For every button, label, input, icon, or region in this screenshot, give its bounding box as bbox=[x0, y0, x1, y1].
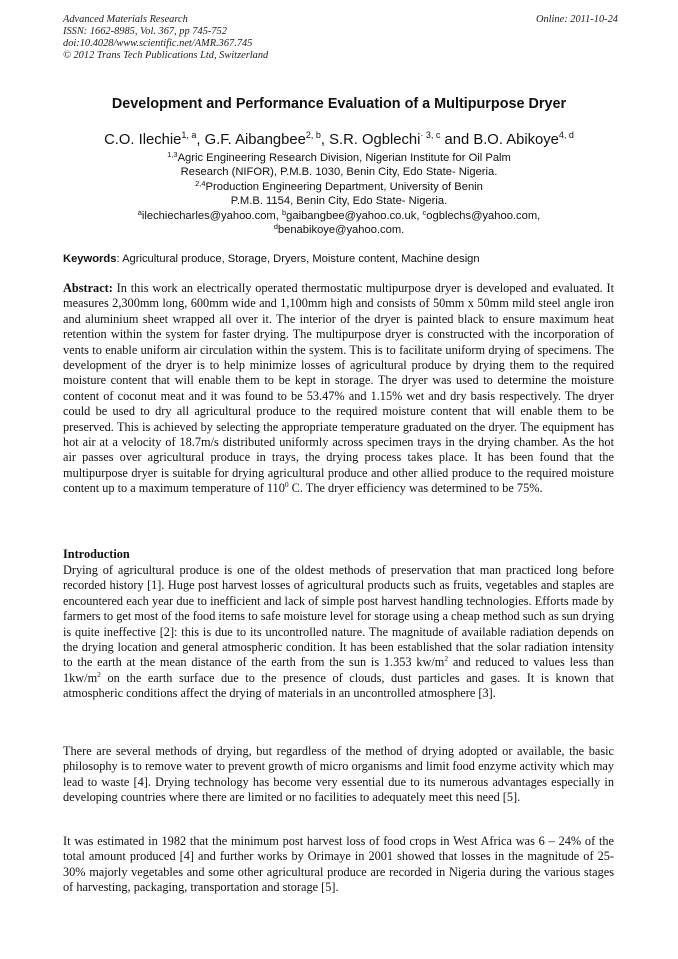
email-address: ilechiecharles@yahoo.com, bbox=[141, 209, 282, 222]
affiliation-text: Agric Engineering Research Division, Nigerian Institute for Oil Palm bbox=[177, 152, 511, 164]
paragraph-text: Drying of agricultural produce is one of the oldest methods of preservation that man practiced long before recorded history [1]. Huge post harvest losses of agricultural products such as fruits, vegetables and staples are encountered each year due to inefficient and lack of simple post harvest handling technologies. Efforts made by farmers to get most of the food items to safe moisture level for storage using a cheap method such as sun drying is quite ineffective [2]: this is due to its uncontrolled nature. The magnitude of available radiation depends on the drying location and general atmospheric condition. It has been established that the solar radiation intensity to the earth at the mean distance of the earth from the sun is 1.353 kw/m bbox=[63, 563, 614, 670]
affiliation-mark: 1,3 bbox=[167, 150, 178, 159]
paper-title: Development and Performance Evaluation of a Multipurpose Dryer bbox=[111, 96, 567, 112]
author-affil-mark: 4, d bbox=[558, 130, 574, 140]
author-name: S.R. Ogblechi bbox=[329, 132, 421, 148]
intro-paragraph-1 bbox=[63, 563, 614, 702]
affiliation-line: Research (NIFOR), P.M.B. 1030, Benin City, Edo State- Nigeria. bbox=[180, 166, 498, 179]
intro-paragraph-2 bbox=[63, 744, 614, 806]
author-separator: , bbox=[320, 132, 330, 148]
degree-superscript: 0 bbox=[284, 480, 289, 490]
section-heading: Introduction bbox=[63, 547, 130, 561]
affiliation-line: P.M.B. 1154, Benin City, Edo State- Nigeria. bbox=[230, 195, 448, 208]
email-address: ogblechs@yahoo.com, bbox=[426, 209, 541, 222]
affiliation-text: Production Engineering Department, University of Benin bbox=[205, 180, 483, 193]
author-name: C.O. Ilechie bbox=[104, 132, 182, 148]
affiliation-line bbox=[40, 180, 638, 194]
journal-header bbox=[63, 14, 618, 62]
author-affil-mark: 1, a bbox=[181, 130, 197, 140]
paragraph: There are several methods of drying, but regardless of the method of drying adopted or available, the basic philosophy is to remove water to prevent growth of micro organisms and limit food enzyme activity which may lead to waste [4]. Drying technology has become very essential due to its numerous advantages especially in developing countries where there are limited or no facilities to adequately meet this need [5]. bbox=[63, 744, 614, 805]
journal-name: Advanced Materials Research bbox=[63, 14, 188, 25]
unit-superscript: 2 bbox=[444, 654, 449, 664]
email-mark: c bbox=[422, 207, 427, 217]
affiliation-mark: 2,4 bbox=[195, 178, 206, 188]
email-line bbox=[40, 223, 638, 237]
unit-superscript: 2 bbox=[97, 669, 101, 679]
online-date: Online: 2011-10-24 bbox=[535, 14, 618, 25]
author-name: G.F. Aibangbee bbox=[204, 132, 306, 148]
keywords-label: Keywords bbox=[63, 253, 117, 265]
email-address: gaibangbee@yahoo.co.uk, bbox=[286, 209, 423, 222]
paragraph bbox=[63, 563, 614, 702]
keywords-text: : Agricultural produce, Storage, Dryers, Moisture content, Machine design bbox=[116, 253, 480, 265]
email-mark: a bbox=[137, 207, 142, 217]
abstract-text: C. The dryer efficiency was determined to be 75%. bbox=[288, 481, 543, 496]
abstract bbox=[63, 281, 614, 497]
author-list bbox=[20, 132, 658, 148]
email-mark: d bbox=[273, 222, 278, 232]
keywords bbox=[63, 253, 623, 265]
paragraph-text: on the earth surface due to the presence of clouds, dust particles and gases. It is known that atmospheric conditions affect the drying of materials in an uncontrolled atmosphere [3]. bbox=[63, 670, 614, 701]
journal-copyright: © 2012 Trans Tech Publications Ltd, Switzerland bbox=[63, 50, 269, 61]
email-address: benabikoye@yahoo.com. bbox=[277, 224, 405, 237]
email-line bbox=[40, 209, 638, 223]
abstract-paragraph bbox=[63, 281, 614, 497]
author-affil-mark: 2, b bbox=[305, 130, 321, 140]
paragraph: It was estimated in 1982 that the minimum post harvest loss of food crops in West Africa was 6 – 24% of the total amount produced [4] and further works by Orimaye in 2001 showed that losses in the magnitude of 25-30% majorly vegetables and some other agricultural produce are recorded in Nigeria during the various stages of harvesting, packaging, transportation and storage [5]. bbox=[63, 834, 614, 895]
journal-issn: ISSN: 1662-8985, Vol. 367, pp 745-752 bbox=[63, 26, 227, 37]
paragraph-text: and reduced to values less than 1kw/m bbox=[63, 655, 614, 685]
abstract-label: Abstract: bbox=[63, 281, 113, 295]
author-separator: , bbox=[196, 132, 205, 148]
author-separator: and bbox=[440, 132, 474, 148]
author-name: B.O. Abikoye bbox=[473, 132, 559, 148]
author-affil-mark: · 3, c bbox=[420, 130, 441, 140]
abstract-text: In this work an electrically operated thermostatic multipurpose dryer is developed and evaluated. It measures 2,300mm long, 600mm wide and 1,100mm high and consists of 50mm x 50mm mild steel angle iron and aluminium sheet wrapped all over it. The interior of the dryer is painted black to ensure maximum heat retention within the system for faster drying. The multipurpose dryer is constructed with the incorporation of vents to enable uniform air circulation within the system. This is to facilitate uniform drying of specimens. The development of the dryer is to help minimize losses of agricultural produce by drying them to the required moisture content that will enable them to be kept in storage. The dryer was used to determine the moisture content of coconut meat and it was found to be 53.47% and 1.15% wet and dry basis respectively. The dryer could be used to dry all agricultural produce to the required moisture content that will enable them to be preserved. This is achieved by selecting the appropriate temperature graduated on the dryer. The equipment has hot air at a velocity of 18.7m/s distributed uniformly across specimen trays in the drying chamber. As the hot air passes over agricultural produce in trays, the drying process takes place. It has been found that the multipurpose dryer is suitable for drying agricultural produce and other allied produce to the required moisture content up to a maximum temperature of 110 bbox=[63, 281, 614, 496]
affiliations bbox=[40, 151, 638, 237]
affiliation-line bbox=[40, 151, 638, 165]
email-mark: b bbox=[281, 207, 287, 217]
intro-paragraph-3 bbox=[63, 834, 614, 896]
journal-doi: doi:10.4028/www.scientific.net/AMR.367.745 bbox=[63, 38, 253, 49]
